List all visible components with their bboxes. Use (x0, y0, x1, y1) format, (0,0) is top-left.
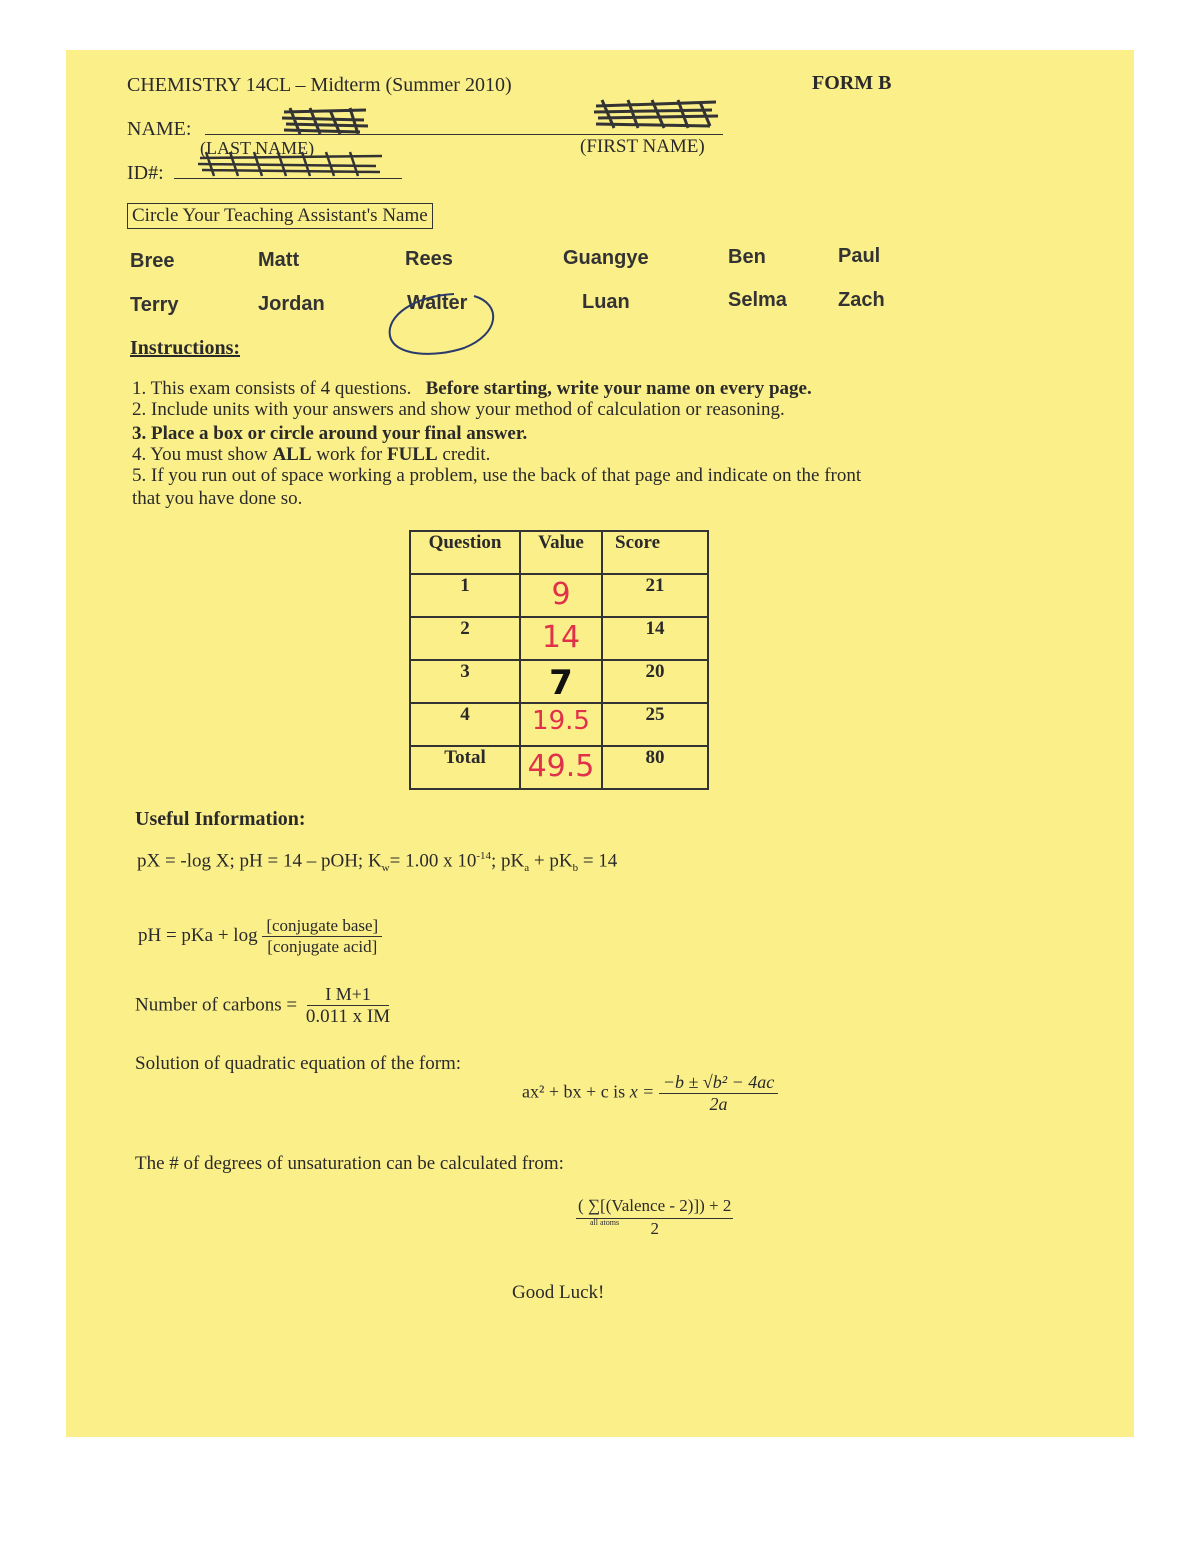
formula-number-of-carbons: Number of carbons = $\frac{\text{I M+1}}{\text{0.011 x IM}}$ (135, 984, 391, 1027)
instruction-5: 5. If you run out of space working a problem, use the back of that page and indicate on the front (132, 465, 862, 486)
header-score: Score (602, 531, 708, 574)
value-cell (520, 617, 602, 660)
redacted-last-name-scribble (280, 104, 370, 138)
question-cell: 3 (410, 660, 520, 703)
ta-heading: Circle Your Teaching Assistant's Name (127, 203, 433, 229)
value-cell (520, 703, 602, 746)
ta-zach[interactable]: Zach (838, 289, 885, 311)
question-cell: Total (410, 746, 520, 789)
formula-quadratic: ax² + bx + c is x = $\frac{\text{−b ± √b² − 4ac}}{2a}$ (522, 1072, 778, 1115)
instructions-heading: Instructions: (130, 337, 241, 359)
question-cell: 2 (410, 617, 520, 660)
handwritten-value: 9 (551, 577, 571, 612)
value-cell (520, 574, 602, 617)
last-name-caption: (LAST NAME) (200, 138, 315, 158)
header-value: Value (520, 531, 602, 574)
useful-info-heading: Useful Information: (135, 808, 306, 830)
ta-paul[interactable]: Paul (838, 245, 881, 267)
score-cell: 80 (602, 746, 708, 789)
ta-guangye[interactable]: Guangye (563, 247, 649, 269)
ta-terry[interactable]: Terry (130, 294, 179, 316)
instruction-3: 3. Place a box or circle around your final answer. (132, 423, 528, 444)
form-label: FORM B (812, 72, 892, 94)
formula-unsaturation: ( ∑[(Valence - 2)]) + 2 all atoms 2 (578, 1196, 732, 1238)
value-cell (520, 660, 602, 703)
ta-ben[interactable]: Ben (728, 246, 766, 268)
ta-bree[interactable]: Bree (130, 250, 175, 272)
handwritten-value: 7 (549, 663, 573, 703)
header-question: Question (410, 531, 520, 574)
question-cell: 1 (410, 574, 520, 617)
handwritten-value: 19.5 (532, 706, 590, 736)
score-cell: 25 (602, 703, 708, 746)
quadratic-intro: Solution of quadratic equation of the form: (135, 1053, 462, 1074)
question-cell: 4 (410, 703, 520, 746)
formula-henderson-hasselbalch: pH = pKa + log $\frac{\text{[conjugate base]}}{\text{[conjugate acid]}}$ (138, 916, 382, 957)
ta-jordan[interactable]: Jordan (258, 293, 325, 315)
score-cell: 21 (602, 574, 708, 617)
redacted-id-scribble (196, 148, 386, 178)
handwritten-total: 49.5 (527, 749, 595, 784)
ta-luan[interactable]: Luan (582, 291, 630, 313)
exam-title: CHEMISTRY 14CL – Midterm (Summer 2010) (127, 74, 512, 96)
redacted-first-name-scribble (592, 96, 720, 132)
instruction-1: 1. This exam consists of 4 questions. Before starting, write your name on every page. (132, 378, 812, 399)
table-row (410, 574, 708, 617)
walter-circle-mark (384, 286, 504, 360)
ta-matt[interactable]: Matt (258, 249, 300, 271)
score-cell: 14 (602, 617, 708, 660)
table-row (410, 617, 708, 660)
ta-walter[interactable]: Walter (407, 292, 468, 314)
instruction-4: 4. You must show ALL work for FULL credit. (132, 444, 491, 465)
ta-selma[interactable]: Selma (728, 289, 787, 311)
table-row (410, 703, 708, 746)
table-row (410, 660, 708, 703)
handwritten-value: 14 (541, 620, 581, 655)
id-label: ID#: (127, 162, 164, 184)
instruction-5-continued: that you have done so. (132, 488, 303, 509)
instruction-2: 2. Include units with your answers and show your method of calculation or reasoning. (132, 399, 785, 420)
id-line (174, 178, 402, 179)
ta-rees[interactable]: Rees (405, 248, 453, 270)
formula-px: pX = -log X; pH = 14 – pOH; $K_w= 1.00$ x $10^{-14}$; $pK_a + pK_b = 14$ (137, 850, 618, 875)
unsaturation-intro: The # of degrees of unsaturation can be calculated from: (135, 1153, 564, 1174)
table-row (410, 746, 708, 789)
score-table (409, 530, 709, 790)
good-luck: Good Luck! (512, 1282, 605, 1303)
first-name-caption: (FIRST NAME) (580, 136, 705, 157)
value-cell (520, 746, 602, 789)
name-label: NAME: (127, 118, 192, 140)
score-cell: 20 (602, 660, 708, 703)
